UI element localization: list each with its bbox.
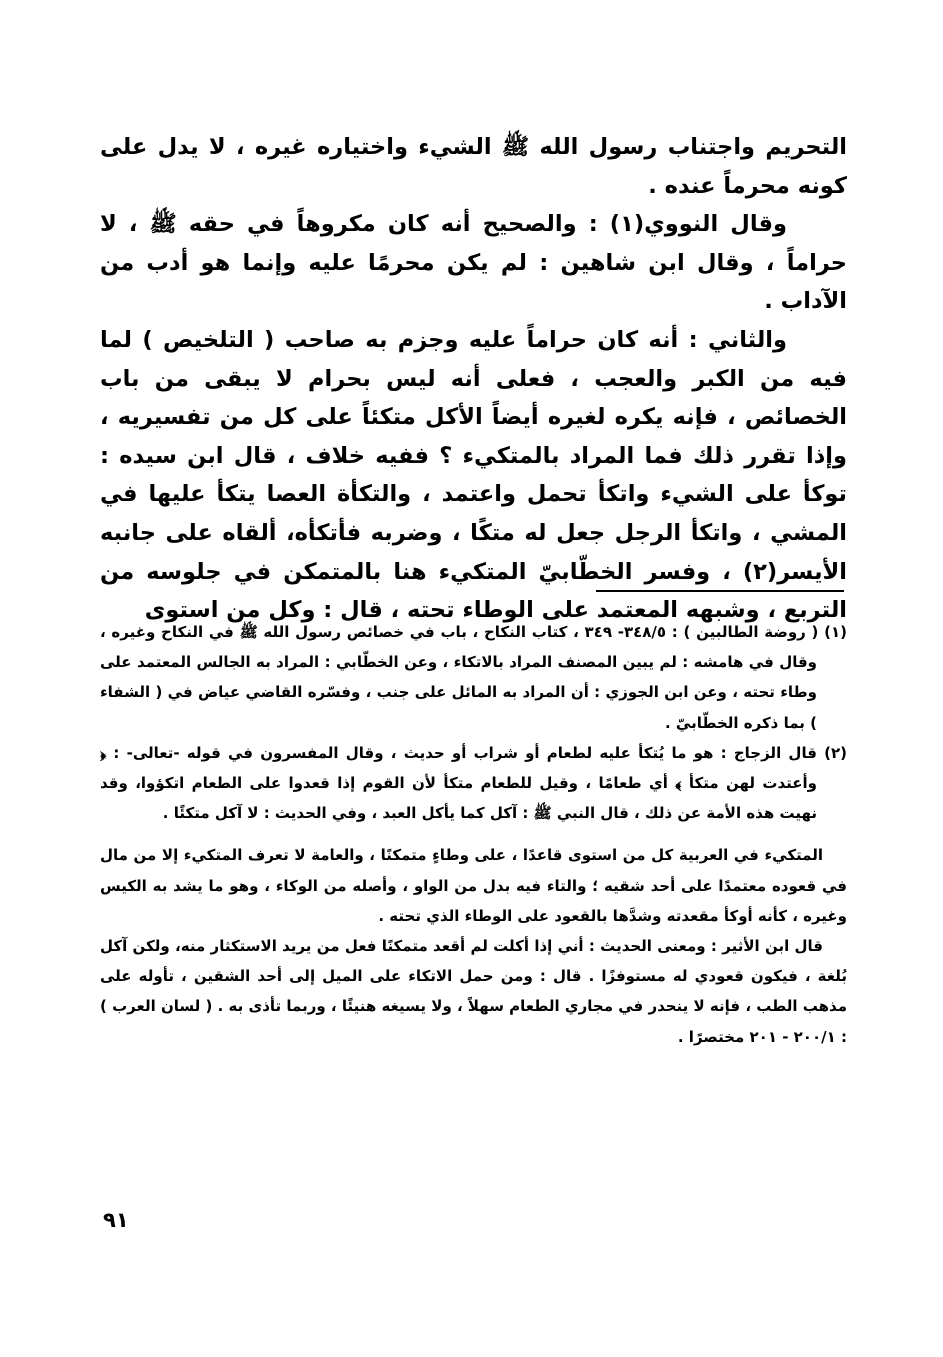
footnotes [100, 617, 847, 1052]
footnote-2-continuation-1: المتكيء في العربية كل من استوى قاعدًا ، على وطاءٍ متمكنًا ، والعامة لا تعرف المتكيء إلا من مال في قعوده معتمدًا على أحد شقيه ؛ والتاء فيه بدل من الواو ، وأصله من الوكاء ، وهو ما يشد به الكيس وغيره ، كأنه أوكأ مقعدته وشدَّها بالقعود على الوطاء الذي تحته . [100, 846, 847, 925]
footnote-spacer [100, 828, 847, 840]
footnote-2: (٢) قال الزجاج : هو ما يُتكأ عليه لطعام أو شراب أو حديث ، وقال المفسرون في قوله -تعالى- : ﴿ وأعتدت لهن متكأ ﴾ أي طعامًا ، وقيل للطعام متكأ لأن القوم إذا قعدوا على الطعام اتكؤوا، وقد نهيت هذه الأمة عن ذلك ، قال النبي ﷺ : آكل كما يأكل العبد ، وفي الحديث : لا آكل متكئًا . [100, 743, 847, 823]
main-paragraph-3: والثاني : أنه كان حراماً عليه وجزم به صاحب ( التلخيص ) لما فيه من الكبر والعجب ، فعلى أنه ليس بحرام لا يبقى من باب الخصائص ، فإنه يكره لغيره أيضاً الأكل متكئاً على كل من تفسيريه ، وإذا تقرر ذلك فما المراد بالمتكيء ؟ ففيه خلاف ، قال ابن سيده : توكأ على الشيء واتكأ تحمل واعتمد ، والتكأة العصا يتكأ عليها في المشي ، واتكأ الرجل جعل له متكًا ، وضربه فأتكأه، ألقاه على جانبه الأيسر(٢) ، وفسر الخطّابيّ المتكيء هنا بالمتمكن في جلوسه من التربع ، وشبهه المعتمد على الوطاء تحته ، قال : وكل من استوى [100, 326, 847, 624]
footnote-separator [596, 590, 844, 592]
footnote-1: (١) ( روضة الطالبين ) : ٣٤٨/٥- ٣٤٩ ، كتاب النكاح ، باب في خصائص رسول الله ﷺ في النكاح وغيره ، وقال في هامشه : لم يبين المصنف المراد بالاتكاء ، وعن الخطّابي : المراد به الجالس المعتمد على وطاء تحته ، وعن ابن الجوزي : أن المراد به المائل على جنب ، وفسّره القاضي عياض في ( الشفاء ) بما ذكره الخطّابيّ . [100, 623, 847, 732]
main-text [100, 128, 847, 630]
main-paragraph-1: التحريم واجتناب رسول الله ﷺ الشيء واختياره غيره ، لا يدل على كونه محرماً عنده . [100, 134, 847, 199]
page-number: ٩١ [103, 1208, 129, 1232]
footnote-2-continuation-2: قال ابن الأثير : ومعنى الحديث : أني إذا أكلت لم أقعد متمكنًا فعل من يريد الاستكثار منه، ولكن آكل بُلغة ، فيكون قعودي له مستوفزًا . قال : ومن حمل الاتكاء على الميل إلى أحد الشقين ، تأوله على مذهب الطب ، فإنه لا ينحدر في مجاري الطعام سهلاً ، ولا يسيغه هنيئًا ، وربما تأذى به . ( لسان العرب ) : ٢٠٠/١ - ٢٠١ مختصرًا . [100, 937, 847, 1046]
main-paragraph-2: وقال النووي(١) : والصحيح أنه كان مكروهاً في حقه ﷺ ، لا حراماً ، وقال ابن شاهين : لم يكن محرمًا عليه وإنما هو أدب من الآداب . [100, 211, 847, 315]
